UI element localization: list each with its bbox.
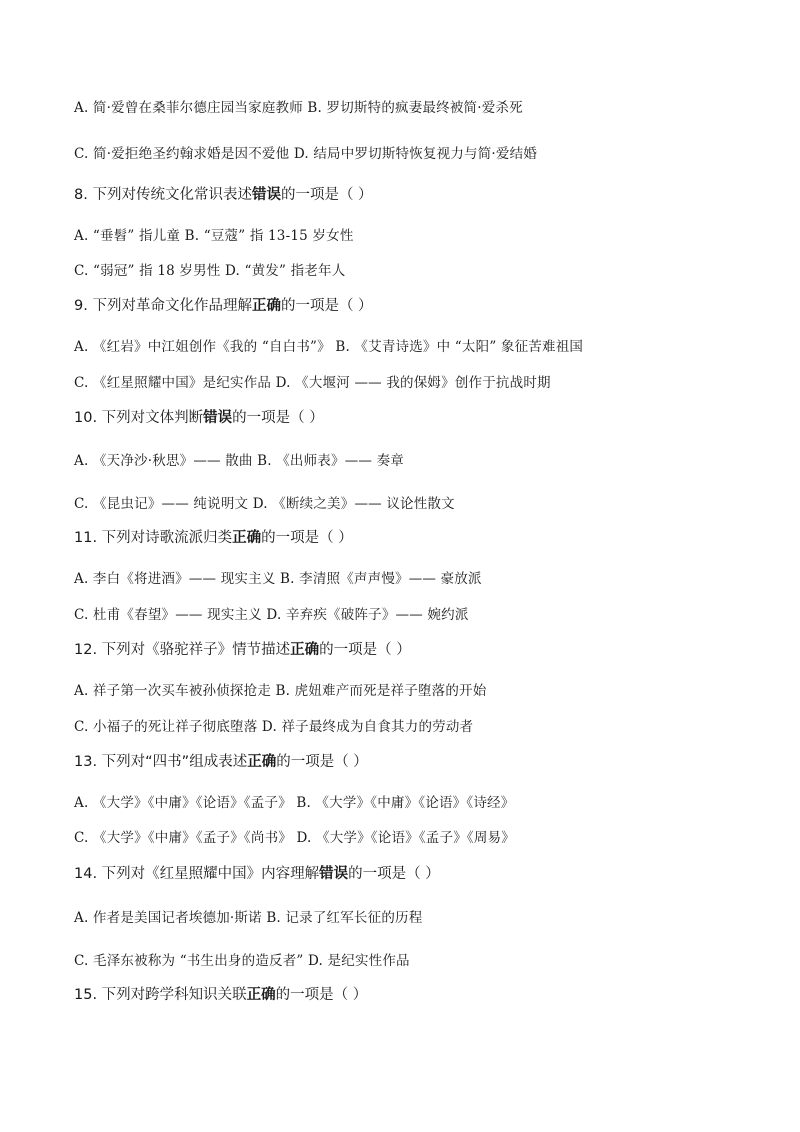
option-line: C. 毛泽东被称为 “书生出身的造反者” D. 是纪实性作品 <box>74 953 410 969</box>
question-prefix: 12. 下列对《骆驼祥子》情节描述 <box>74 642 291 658</box>
question-emphasis: 错误 <box>203 410 233 426</box>
question-line <box>74 754 760 771</box>
option-line: C. 简·爱拒绝圣约翰求婚是因不爱他 D. 结局中罗切斯特恢复视力与简·爱结婚 <box>74 146 538 162</box>
question-prefix: 11. 下列对诗歌流派归类 <box>74 530 233 546</box>
question-emphasis: 错误 <box>319 866 349 882</box>
option-line: A. 《大学》《中庸》《论语》《孟子》 B. 《大学》《中庸》《论语》《诗经》 <box>74 795 515 811</box>
question-line <box>74 530 760 547</box>
option-line: A. “垂髫” 指儿童 B. “豆蔻” 指 13-15 岁女性 <box>74 228 354 244</box>
question-suffix: 的一项是（ ） <box>232 410 324 426</box>
question-suffix: 的一项是（ ） <box>275 987 368 1003</box>
option-line: A. 李白《将进酒》—— 现实主义 B. 李清照《声声慢》—— 豪放派 <box>74 571 482 587</box>
question-line <box>74 410 760 427</box>
question-line <box>74 642 760 659</box>
question-suffix: 的一项是（ ） <box>280 298 373 314</box>
option-line: A. 简·爱曾在桑菲尔德庄园当家庭教师 B. 罗切斯特的疯妻最终被简·爱杀死 <box>74 100 523 116</box>
question-prefix: 14. 下列对《红星照耀中国》内容理解 <box>74 866 320 882</box>
option-line: C. 《大学》《中庸》《孟子》《尚书》 D. 《大学》《论语》《孟子》《周易》 <box>74 830 515 846</box>
question-suffix: 的一项是（ ） <box>261 530 353 546</box>
option-line: C. 杜甫《春望》—— 现实主义 D. 辛弃疾《破阵子》—— 婉约派 <box>74 607 469 623</box>
question-suffix: 的一项是（ ） <box>276 754 368 770</box>
question-emphasis: 正确 <box>290 642 320 658</box>
option-line: A. 《天净沙·秋思》—— 散曲 B. 《出师表》—— 奏章 <box>74 453 404 469</box>
question-prefix: 13. 下列对“四书”组成表述 <box>74 754 248 770</box>
question-prefix: 15. 下列对跨学科知识关联 <box>74 987 247 1003</box>
question-prefix: 8. 下列对传统文化常识表述 <box>74 187 252 203</box>
question-emphasis: 错误 <box>251 187 281 203</box>
question-suffix: 的一项是（ ） <box>280 187 373 203</box>
question-emphasis: 正确 <box>251 298 281 314</box>
question-line <box>74 866 760 883</box>
question-emphasis: 正确 <box>247 754 277 770</box>
option-line: A. 作者是美国记者埃德加·斯诺 B. 记录了红军长征的历程 <box>74 910 423 926</box>
option-line: C. 《昆虫记》—— 纯说明文 D. 《断续之美》—— 议论性散文 <box>74 496 455 512</box>
question-line <box>74 987 760 1004</box>
question-prefix: 10. 下列对文体判断 <box>74 410 204 426</box>
option-line: C. 《红星照耀中国》是纪实作品 D. 《大堰河 —— 我的保姆》创作于抗战时期 <box>74 375 551 391</box>
option-line: A. 祥子第一次买车被孙侦探抢走 B. 虎妞难产而死是祥子堕落的开始 <box>74 683 487 699</box>
question-line <box>74 298 760 315</box>
option-line: A. 《红岩》中江姐创作《我的 “自白书”》 B. 《艾青诗选》中 “太阳” 象征苦难祖国 <box>74 339 584 355</box>
question-line <box>74 187 760 204</box>
question-prefix: 9. 下列对革命文化作品理解 <box>74 298 252 314</box>
question-emphasis: 正确 <box>232 530 262 546</box>
option-line: C. 小福子的死让祥子彻底堕落 D. 祥子最终成为自食其力的劳动者 <box>74 719 474 735</box>
question-suffix: 的一项是（ ） <box>348 866 440 882</box>
question-suffix: 的一项是（ ） <box>319 642 411 658</box>
question-emphasis: 正确 <box>246 987 276 1003</box>
option-line: C. “弱冠” 指 18 岁男性 D. “黄发” 指老年人 <box>74 263 346 279</box>
